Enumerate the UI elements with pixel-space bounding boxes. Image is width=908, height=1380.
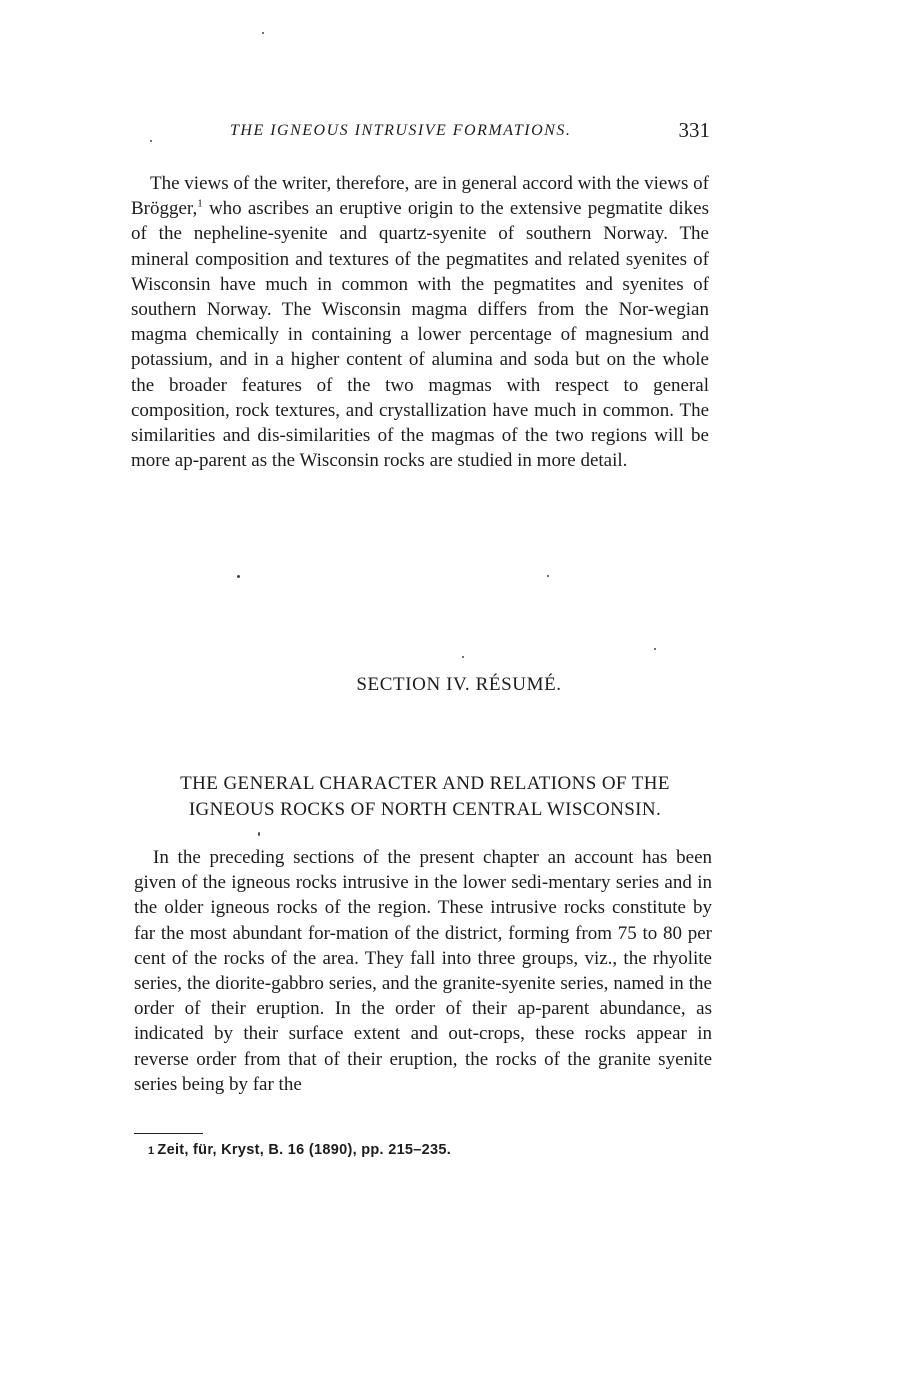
paper-speck xyxy=(547,575,549,577)
paper-speck xyxy=(462,656,464,658)
paper-speck xyxy=(262,32,264,34)
subsection-heading-line: IGNEOUS ROCKS OF NORTH CENTRAL WISCONSIN. xyxy=(188,799,662,820)
running-head xyxy=(130,118,712,146)
paper-speck xyxy=(150,140,152,142)
section-heading: SECTION IV. RÉSUMÉ. xyxy=(356,674,562,695)
page-number: 331 xyxy=(678,118,710,142)
footnote-reference: 1 xyxy=(197,197,203,210)
paragraph-text: who ascribes an eruptive origin to the extensive pegmatite dikes of the nepheline-syenite and quartz-syenite of southern Norway. The mineral composition and textures of the pegmatites and related syenites of Wisconsin have much in common with the pegmatites and syenites of southern Norway. The Wisconsin magma differs from the Nor-wegian magma chemically in containing a lower percentage of magnesium and potassium, and in a higher content of alumina and soda but on the whole the broader features of the two magmas with respect to general composition, rock textures, and crystallization have much in common. The similarities and dis-similarities of the magmas of the two regions will be more ap-parent as the Wisconsin rocks are studied in more detail. xyxy=(131,198,709,472)
paper-speck xyxy=(237,575,240,578)
footnote-marker: 1 xyxy=(148,1145,155,1157)
running-title: THE IGNEOUS INTRUSIVE FORMATIONS. xyxy=(230,122,572,139)
subsection-heading xyxy=(118,771,732,823)
paragraph-text: The views of the writer, therefore, are in general accord with the views of Brögger, xyxy=(131,173,709,220)
paper-speck xyxy=(654,648,656,650)
subsection-heading-line: THE GENERAL CHARACTER AND RELATIONS OF THE xyxy=(180,773,670,794)
paper-speck xyxy=(258,832,260,836)
footnote-text: Zeit, für, Kryst, B. 16 (1890), pp. 215–235. xyxy=(157,1142,452,1158)
footnote xyxy=(148,1142,451,1158)
body-paragraph xyxy=(131,171,709,473)
footnote-divider xyxy=(134,1133,203,1134)
body-paragraph: In the preceding sections of the present chapter an account has been given of the igneous rocks intrusive in the lower sedi-mentary series and in the older igneous rocks of the region. These intrusive rocks constitute by far the most abundant for-mation of the district, forming from 75 to 80 per cent of the rocks of the area. They fall into three groups, viz., the rhyolite series, the diorite-gabbro series, and the granite-syenite series, named in the order of their eruption. In the order of their ap-parent abundance, as indicated by their surface extent and out-crops, these rocks appear in reverse order from that of their eruption, the rocks of the granite syenite series being by far the xyxy=(134,847,712,1095)
